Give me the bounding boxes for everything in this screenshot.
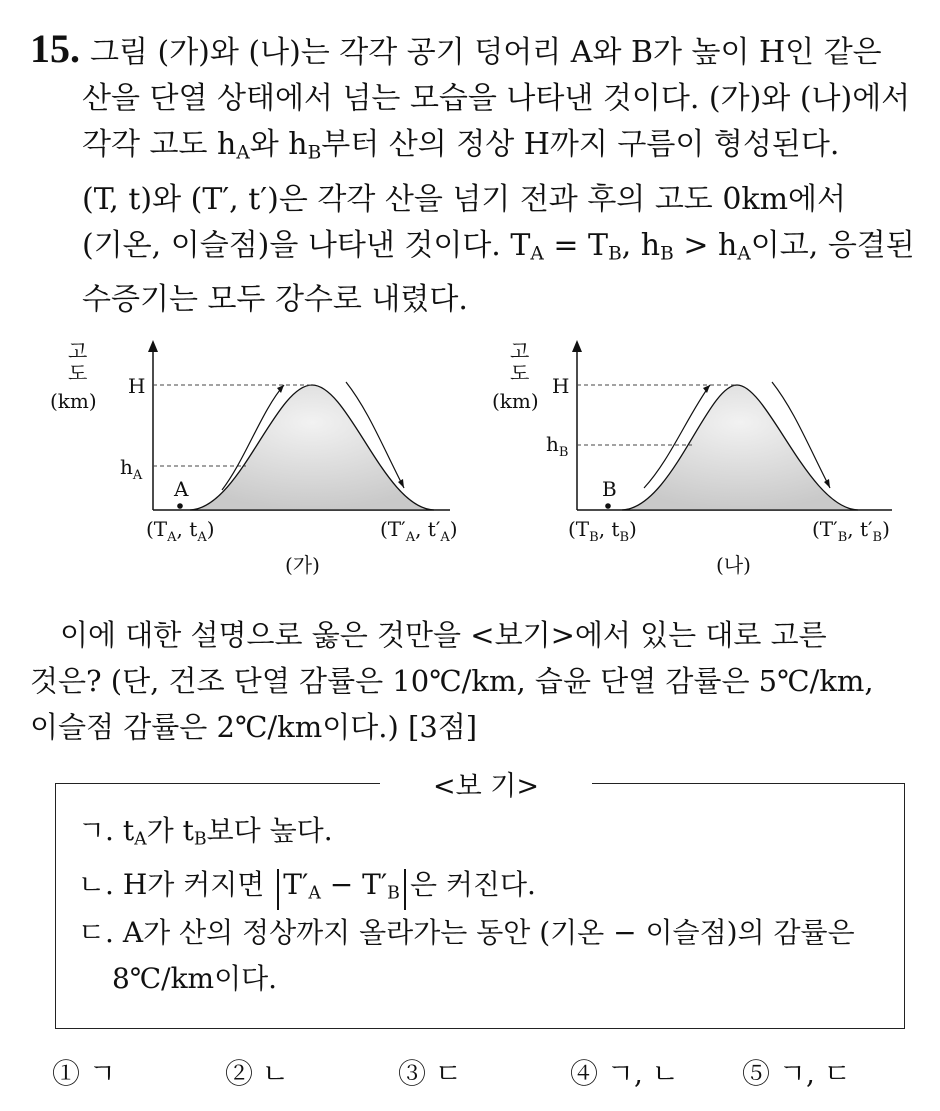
stem-line-5: (기온, 이슬점)을 나타낸 것이다. $T_A = T_B$, $h_B > h_A$이고, 응결된 bbox=[82, 227, 915, 265]
intro-line-3: 이슬점 감률은 2℃/km이다.) [3점] bbox=[30, 710, 478, 744]
intro-line-2: 것은? (단, 건조 단열 감률은 10℃/km, 습윤 단열 감률은 5℃/km, bbox=[30, 664, 874, 698]
stem-line-4: (T, t)와 (T′, t′)은 각각 산을 넘기 전과 후의 고도 0km에서 bbox=[82, 181, 846, 217]
stem-line-1: 그림 (가)와 (나)는 각각 공기 덩어리 A와 B가 높이 H인 같은 bbox=[90, 35, 882, 70]
stem-line-2: 산을 단열 상태에서 넘는 모습을 나타낸 것이다. (가)와 (나)에서 bbox=[82, 81, 911, 116]
stem-line-3: 각각 고도 $h_A$와 $h_B$부터 산의 정상 H까지 구름이 형성된다. bbox=[82, 127, 840, 164]
question-number: 15. bbox=[30, 26, 80, 71]
choice-3[interactable]: ③ ㄷ bbox=[398, 1057, 462, 1090]
h-label: H bbox=[552, 374, 570, 398]
bogi-items bbox=[78, 808, 898, 1002]
hb-label: $h_B$ bbox=[546, 432, 569, 460]
bogi-item-2: ㄴ. H가 커지면 $T'_A - T'_B$ 은 커진다. bbox=[78, 862, 898, 909]
choice-5[interactable]: ⑤ ㄱ, ㄷ bbox=[742, 1057, 851, 1090]
point-a bbox=[177, 503, 183, 509]
y-axis-char-2: 도 bbox=[510, 361, 530, 385]
right-label: ($T'_B$, $t'_B$) bbox=[812, 517, 890, 545]
bogi-item-3: ㄷ. A가 산의 정상까지 올라가는 동안 (기온 − 이슬점)의 감률은 bbox=[78, 915, 855, 949]
question-stem bbox=[30, 26, 915, 323]
caption-na: (나) bbox=[716, 553, 751, 577]
y-axis-arrow bbox=[148, 340, 158, 352]
ha-label: $h_A$ bbox=[120, 455, 143, 483]
caption-ga: (가) bbox=[285, 553, 320, 577]
absolute-value: $T'_A - T'_B$ bbox=[277, 869, 406, 909]
choice-2[interactable]: ② ㄴ bbox=[225, 1057, 289, 1090]
y-axis-char-1: 고 bbox=[510, 339, 530, 363]
bogi-item-1: ㄱ. $t_A$가 $t_B$보다 높다. bbox=[78, 814, 333, 850]
right-label: ($T'_A$, $t'_A$) bbox=[380, 517, 458, 545]
choice-1[interactable]: ① ㄱ bbox=[52, 1057, 116, 1090]
y-axis-arrow bbox=[572, 340, 582, 352]
stem-line-6: 수증기는 모두 강수로 내렸다. bbox=[82, 282, 468, 318]
h-label: H bbox=[128, 374, 146, 398]
choice-4[interactable]: ④ ㄱ, ㄴ bbox=[570, 1057, 679, 1090]
point-a-label: A bbox=[174, 477, 189, 501]
intro-paragraph bbox=[30, 612, 910, 750]
left-label: ($T_B$, $t_B$) bbox=[568, 517, 637, 545]
point-b-label: B bbox=[602, 477, 617, 501]
mountain bbox=[190, 385, 434, 510]
y-axis-unit: (km) bbox=[492, 389, 539, 413]
diagram-ga bbox=[50, 330, 470, 580]
y-axis-unit: (km) bbox=[50, 389, 97, 413]
bogi-title: <보 기> bbox=[380, 764, 592, 803]
bogi-item-3-cont: 8℃/km이다. bbox=[112, 961, 278, 995]
point-b bbox=[605, 503, 611, 509]
intro-line-1: 이에 대한 설명으로 옳은 것만을 <보기>에서 있는 대로 고른 bbox=[60, 618, 827, 652]
diagram-na bbox=[492, 330, 912, 580]
y-axis-char-1: 고 bbox=[68, 339, 88, 363]
left-label: ($T_A$, $t_A$) bbox=[146, 517, 215, 545]
y-axis-char-2: 도 bbox=[68, 361, 88, 385]
mountain bbox=[622, 385, 858, 510]
